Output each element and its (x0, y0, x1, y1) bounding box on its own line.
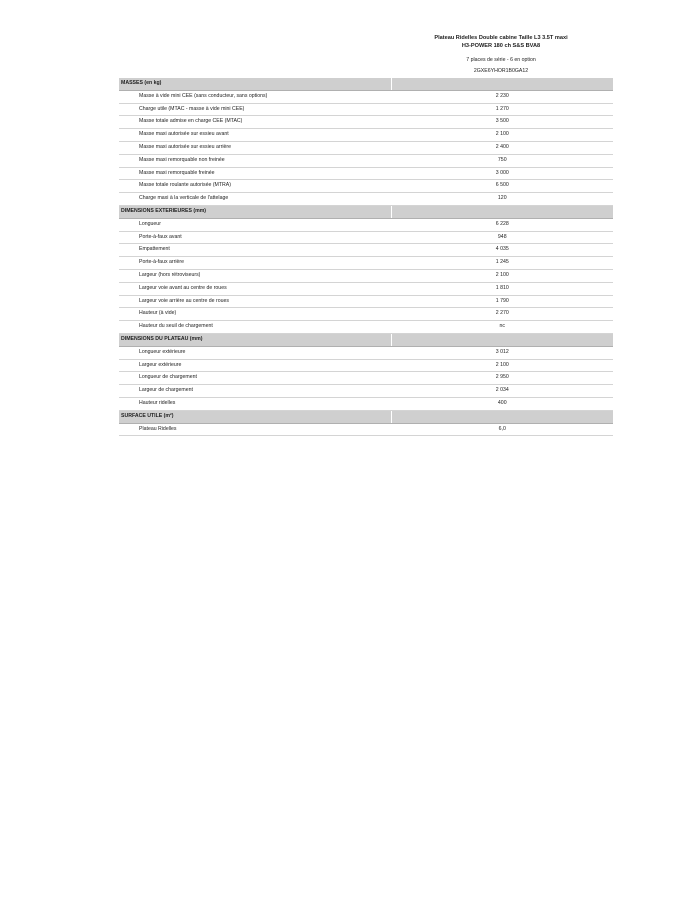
table-row (119, 295, 613, 308)
row-label: Plateau Ridelles (119, 423, 392, 436)
row-value: 6 228 (392, 218, 614, 231)
row-label: Porte-à-faux arrière (119, 257, 392, 270)
row-value: 3 500 (392, 116, 614, 129)
row-value: 1 245 (392, 257, 614, 270)
row-value: 2 230 (392, 90, 614, 103)
table-row (119, 141, 613, 154)
row-value: 2 270 (392, 308, 614, 321)
row-label: Porte-à-faux avant (119, 231, 392, 244)
table-row (119, 423, 613, 436)
table-row (119, 397, 613, 410)
row-value: 2 400 (392, 141, 614, 154)
row-label: Charge maxi à la verticale de l'attelage (119, 193, 392, 206)
row-value: 1 810 (392, 282, 614, 295)
table-row (119, 308, 613, 321)
row-label: Masse à vide mini CEE (sans conducteur, sans options) (119, 90, 392, 103)
row-value: nc (392, 321, 614, 334)
row-value: 1 270 (392, 103, 614, 116)
table-row (119, 116, 613, 129)
row-value: 750 (392, 154, 614, 167)
row-label: Hauteur ridelles (119, 397, 392, 410)
row-label: Hauteur (à vide) (119, 308, 392, 321)
table-row (119, 193, 613, 206)
row-value: 2 034 (392, 385, 614, 398)
row-value: 3 012 (392, 346, 614, 359)
vehicle-title (390, 34, 612, 50)
table-row (119, 321, 613, 334)
table-row (119, 244, 613, 257)
row-value: 2 100 (392, 359, 614, 372)
document-header (390, 34, 612, 75)
row-value: 3 000 (392, 167, 614, 180)
table-row (119, 167, 613, 180)
section-title: DIMENSIONS DU PLATEAU (mm) (119, 333, 392, 346)
vehicle-title-line-2: H3-POWER 180 ch S&S BVA8 (461, 43, 541, 49)
table-row (119, 103, 613, 116)
row-label: Largeur extérieure (119, 359, 392, 372)
row-label: Charge utile (MTAC - masse à vide mini CEE) (119, 103, 392, 116)
row-value: 948 (392, 231, 614, 244)
version-code: 2GXE6YHOR1B0GA12 (473, 68, 529, 74)
row-value: 2 950 (392, 372, 614, 385)
seats-info: 7 places de série - 6 en option (466, 57, 536, 63)
table-row (119, 180, 613, 193)
row-value: 4 035 (392, 244, 614, 257)
spec-table (119, 78, 613, 436)
table-row (119, 218, 613, 231)
row-value: 400 (392, 397, 614, 410)
row-label: Masse totale roulante autorisée (MTRA) (119, 180, 392, 193)
section-header-masses (119, 78, 613, 90)
row-value: 1 790 (392, 295, 614, 308)
table-row (119, 231, 613, 244)
section-header-useful-surface (119, 410, 613, 423)
table-row (119, 257, 613, 270)
section-title: MASSES (en kg) (119, 78, 392, 90)
row-value: 6,0 (392, 423, 614, 436)
table-row (119, 129, 613, 142)
table-row (119, 269, 613, 282)
section-header-platform-dimensions (119, 333, 613, 346)
row-label: Longueur de chargement (119, 372, 392, 385)
row-label: Masse maxi remorquable freinée (119, 167, 392, 180)
row-label: Masse maxi remorquable non freinée (119, 154, 392, 167)
row-label: Longueur (119, 218, 392, 231)
table-row (119, 346, 613, 359)
table-row (119, 359, 613, 372)
row-label: Masse maxi autorisée sur essieu avant (119, 129, 392, 142)
table-row (119, 90, 613, 103)
section-title: DIMENSIONS EXTERIEURES (mm) (119, 205, 392, 218)
row-value: 2 100 (392, 269, 614, 282)
section-title: SURFACE UTILE (m²) (119, 410, 392, 423)
row-value: 6 500 (392, 180, 614, 193)
row-value: 120 (392, 193, 614, 206)
table-row (119, 154, 613, 167)
row-label: Masse maxi autorisée sur essieu arrière (119, 141, 392, 154)
row-label: Masse totale admise en charge CEE (MTAC) (119, 116, 392, 129)
row-label: Largeur (hors rétroviseurs) (119, 269, 392, 282)
table-row (119, 282, 613, 295)
table-row (119, 385, 613, 398)
table-row (119, 372, 613, 385)
row-label: Largeur voie arrière au centre de roues (119, 295, 392, 308)
row-label: Hauteur du seuil de chargement (119, 321, 392, 334)
section-header-exterior-dimensions (119, 205, 613, 218)
row-value: 2 100 (392, 129, 614, 142)
vehicle-title-line-1: Plateau Ridelles Double cabine Taille L3 3.5T maxi (434, 35, 568, 41)
row-label: Longueur extérieure (119, 346, 392, 359)
row-label: Empattement (119, 244, 392, 257)
row-label: Largeur voie avant au centre de roues (119, 282, 392, 295)
row-label: Largeur de chargement (119, 385, 392, 398)
